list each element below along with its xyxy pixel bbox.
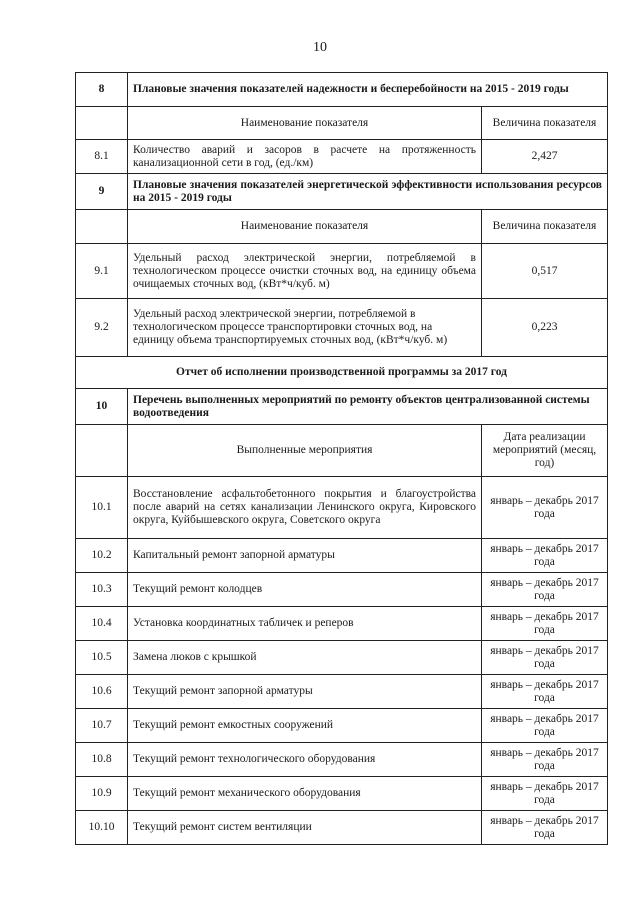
row-date: январь – декабрь 2017 года — [482, 539, 608, 573]
row-value: 0,517 — [482, 244, 608, 299]
table-row — [76, 777, 608, 811]
row-name: Текущий ремонт систем вентиляции — [128, 811, 482, 845]
row-date: январь – декабрь 2017 года — [482, 477, 608, 539]
row-number: 8.1 — [76, 140, 128, 174]
table-row — [76, 709, 608, 743]
column-header-name: Выполненные мероприятия — [128, 425, 482, 477]
program-table — [75, 72, 608, 845]
column-header-row — [76, 107, 608, 140]
row-number: 10.10 — [76, 811, 128, 845]
column-header-row — [76, 210, 608, 244]
row-number: 10.5 — [76, 641, 128, 675]
empty-cell — [76, 425, 128, 477]
section-title: Плановые значения показателей энергетической эффективности использования ресурсов на 2015 - 2019 годы — [128, 174, 608, 210]
row-number: 10.7 — [76, 709, 128, 743]
row-number: 10.9 — [76, 777, 128, 811]
row-name: Текущий ремонт механического оборудования — [128, 777, 482, 811]
row-date: январь – декабрь 2017 года — [482, 777, 608, 811]
row-date: январь – декабрь 2017 года — [482, 743, 608, 777]
section-title: Перечень выполненных мероприятий по ремонту объектов централизованной системы водоотведения — [128, 389, 608, 425]
row-number: 10.4 — [76, 607, 128, 641]
table-row — [76, 811, 608, 845]
table-row — [76, 641, 608, 675]
page-number: 10 — [313, 40, 327, 55]
section-number: 9 — [76, 174, 128, 210]
section-8-header-row — [76, 73, 608, 107]
table-row — [76, 539, 608, 573]
row-name: Капитальный ремонт запорной арматуры — [128, 539, 482, 573]
row-name: Текущий ремонт емкостных сооружений — [128, 709, 482, 743]
row-name: Установка координатных табличек и реперов — [128, 607, 482, 641]
table-row — [76, 743, 608, 777]
row-name: Текущий ремонт колодцев — [128, 573, 482, 607]
report-title: Отчет об исполнении производственной программы за 2017 год — [76, 357, 608, 389]
empty-cell — [76, 210, 128, 244]
row-number: 10.8 — [76, 743, 128, 777]
table-row — [76, 607, 608, 641]
row-number: 10.3 — [76, 573, 128, 607]
row-name: Удельный расход электрической энергии, потребляемой в технологическом процессе очистки сточных вод, на единицу объема очищаемых сточных вод, (кВт*ч/куб. м) — [128, 244, 482, 299]
row-value: 2,427 — [482, 140, 608, 174]
row-date: январь – декабрь 2017 года — [482, 641, 608, 675]
table-row — [76, 140, 608, 174]
row-number: 10.6 — [76, 675, 128, 709]
empty-cell — [76, 107, 128, 140]
section-number: 10 — [76, 389, 128, 425]
row-number: 10.1 — [76, 477, 128, 539]
row-date: январь – декабрь 2017 года — [482, 573, 608, 607]
table-row — [76, 299, 608, 357]
column-header-name: Наименование показателя — [128, 107, 482, 140]
section-number: 8 — [76, 73, 128, 107]
row-date: январь – декабрь 2017 года — [482, 675, 608, 709]
row-name: Текущий ремонт запорной арматуры — [128, 675, 482, 709]
row-name: Количество аварий и засоров в расчете на протяженность канализационной сети в год, (ед./км) — [128, 140, 482, 174]
column-header-name: Наименование показателя — [128, 210, 482, 244]
row-number: 10.2 — [76, 539, 128, 573]
section-title: Плановые значения показателей надежности и бесперебойности на 2015 - 2019 годы — [128, 73, 608, 107]
row-date: январь – декабрь 2017 года — [482, 811, 608, 845]
row-name: Удельный расход электрической энергии, потребляемой в технологическом процессе транспортировки сточных вод, на единицу объема транспортируемых сточных вод, (кВт*ч/куб. м) — [128, 299, 482, 357]
row-name: Восстановление асфальтобетонного покрытия и благоустройства после аварий на сетях канализации Ленинского округа, Кировского округа, Куйбышевского округа, Советского округа — [128, 477, 482, 539]
table-row — [76, 573, 608, 607]
column-header-value: Величина показателя — [482, 107, 608, 140]
column-header-row — [76, 425, 608, 477]
table-row — [76, 244, 608, 299]
row-number: 9.1 — [76, 244, 128, 299]
row-name: Замена люков с крышкой — [128, 641, 482, 675]
table-row — [76, 675, 608, 709]
row-value: 0,223 — [482, 299, 608, 357]
section-10-header-row — [76, 389, 608, 425]
row-name: Текущий ремонт технологического оборудования — [128, 743, 482, 777]
section-9-header-row — [76, 174, 608, 210]
row-date: январь – декабрь 2017 года — [482, 607, 608, 641]
row-number: 9.2 — [76, 299, 128, 357]
table-row — [76, 477, 608, 539]
column-header-value: Величина показателя — [482, 210, 608, 244]
column-header-date: Дата реализации мероприятий (месяц, год) — [482, 425, 608, 477]
report-title-row — [76, 357, 608, 389]
row-date: январь – декабрь 2017 года — [482, 709, 608, 743]
